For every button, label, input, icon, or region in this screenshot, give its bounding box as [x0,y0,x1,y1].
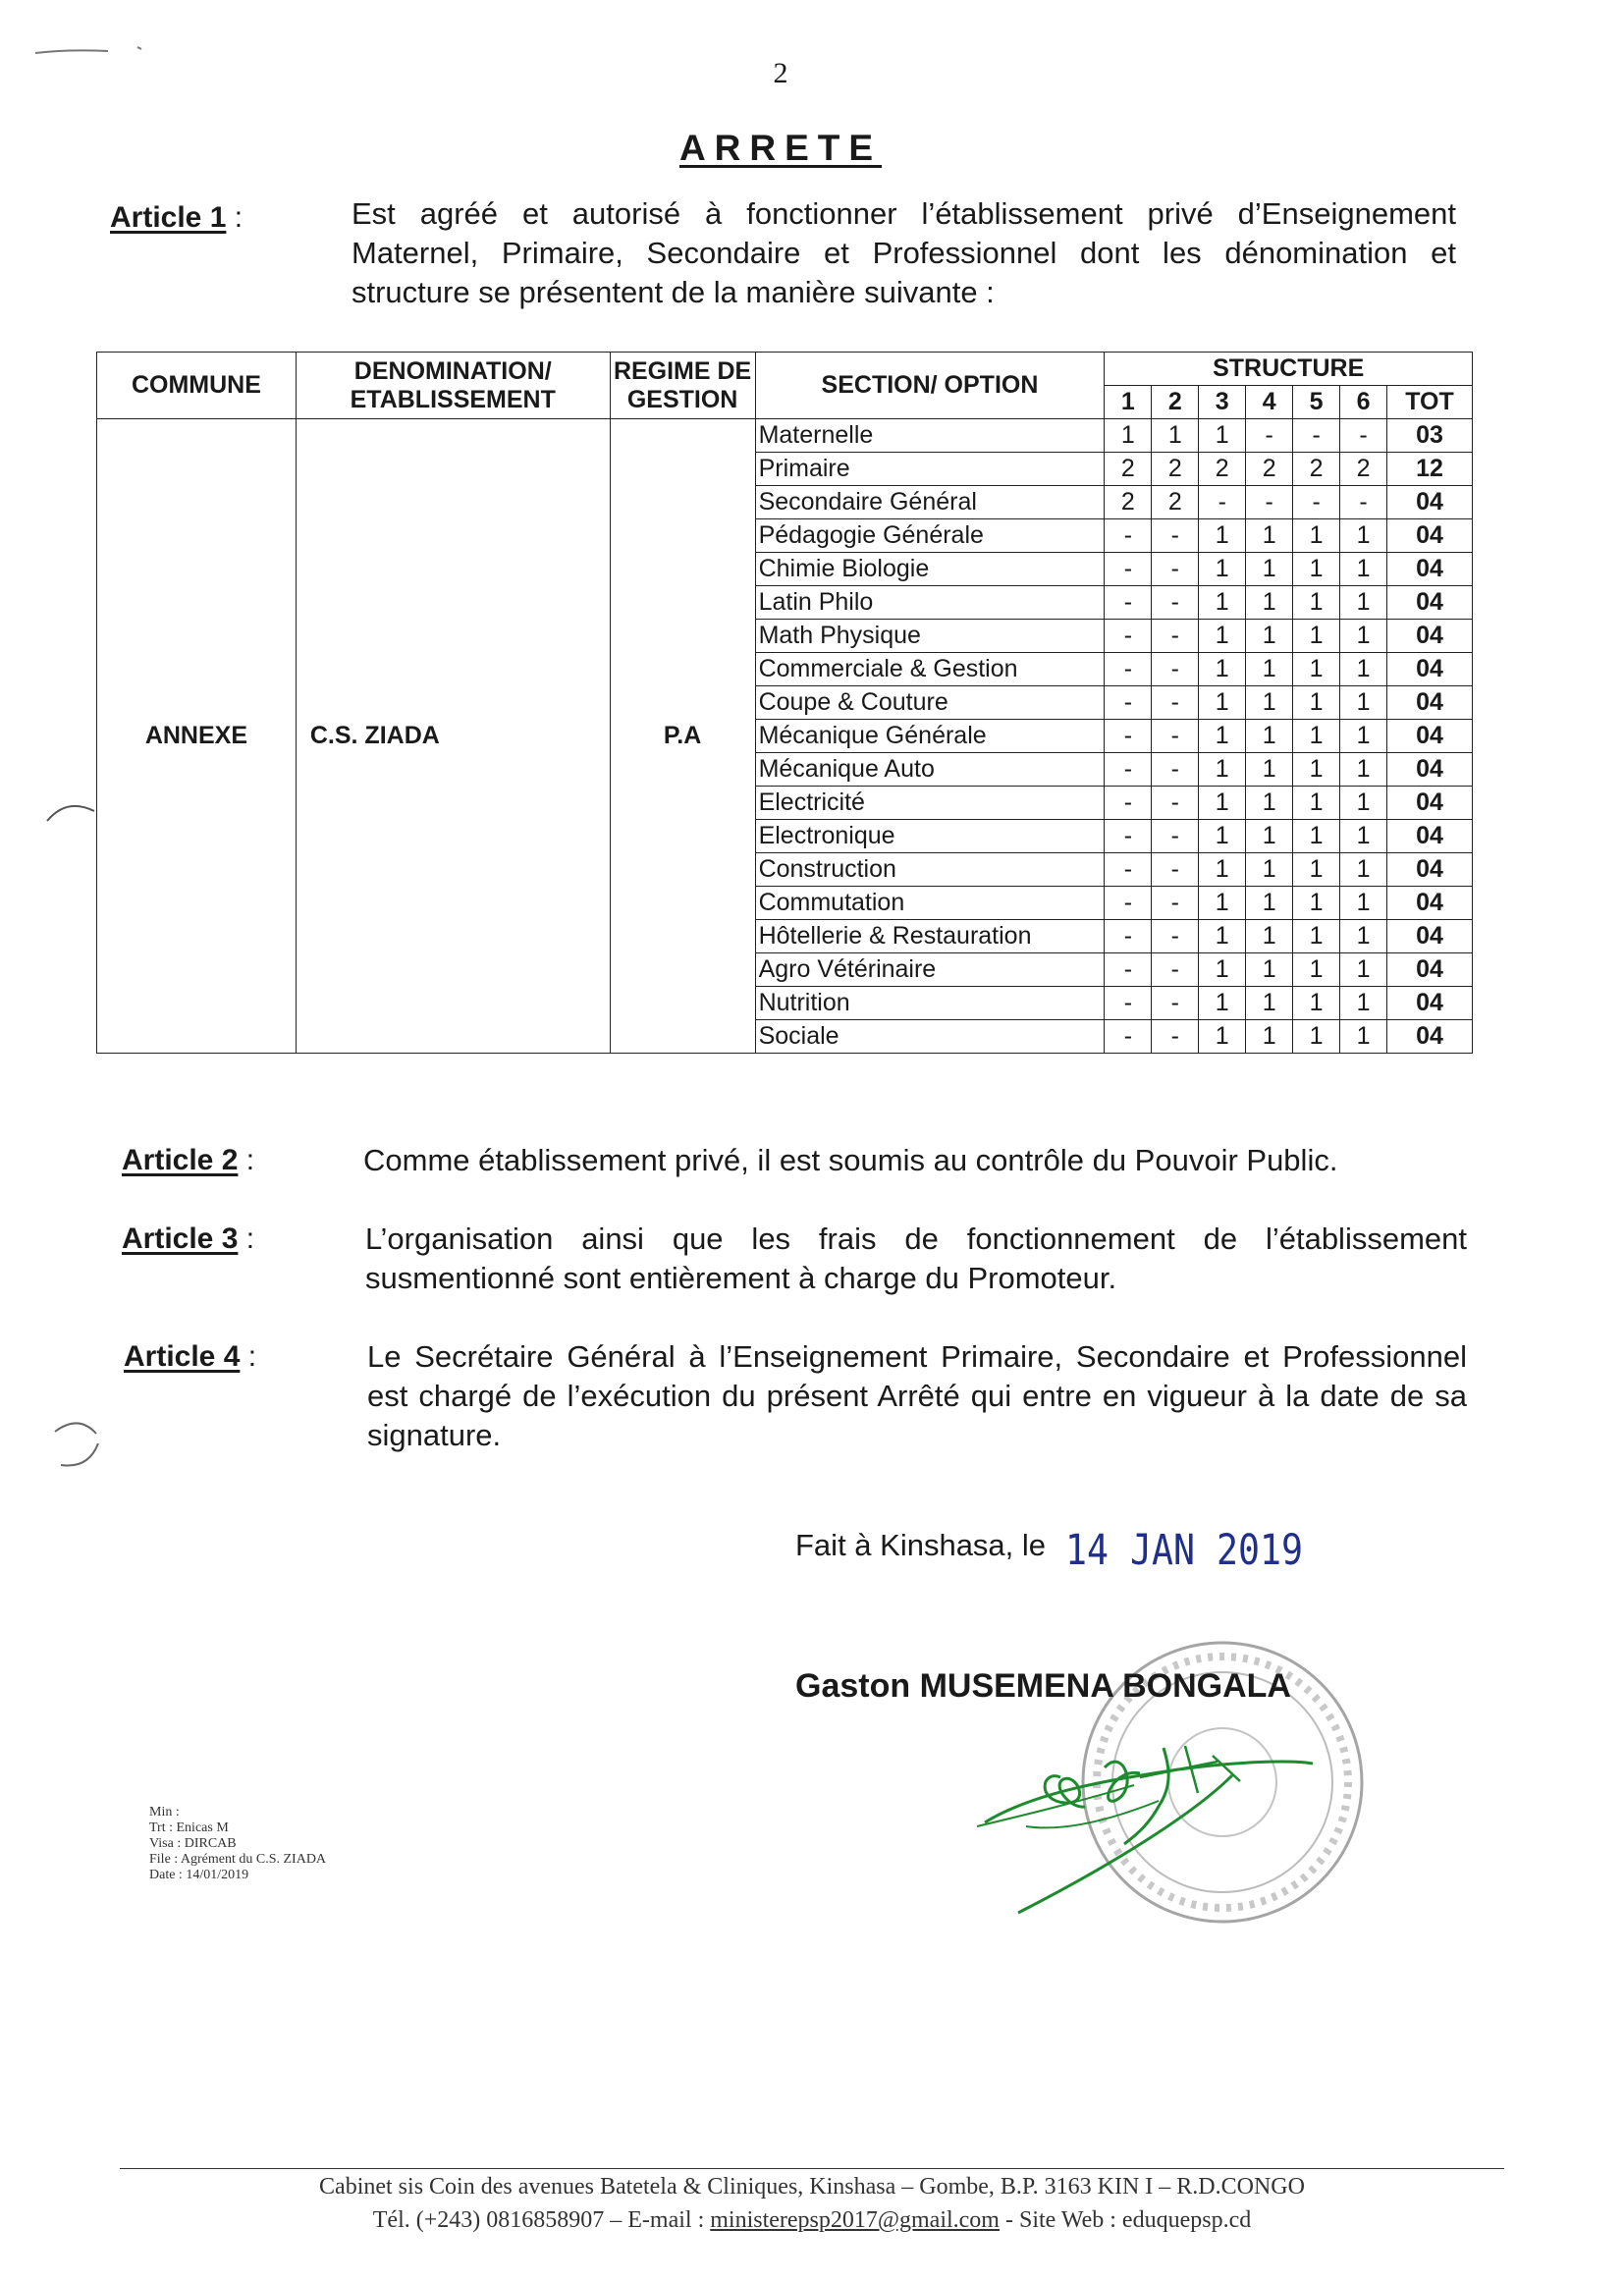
structure-value-cell: 2 [1152,453,1199,486]
commune-cell: ANNEXE [97,419,297,1054]
structure-value-cell: 1 [1340,953,1387,987]
structure-value-cell: 2 [1293,453,1340,486]
total-cell: 04 [1387,720,1473,753]
structure-value-cell: - [1246,486,1293,519]
section-option-cell: Agro Vétérinaire [755,953,1105,987]
email-link[interactable]: ministerepsp2017@gmail.com [710,2207,1000,2233]
footer-address: Cabinet sis Coin des avenues Batetela & Cliniques, Kinshasa – Gombe, B.P. 3163 KIN I – R.D.CONGO [319,2174,1305,2200]
structure-value-cell: - [1105,787,1152,820]
structure-value-cell: - [1105,653,1152,686]
total-cell: 04 [1387,553,1473,586]
section-option-cell: Nutrition [755,987,1105,1020]
total-cell: 04 [1387,686,1473,720]
reference-line: Visa : DIRCAB [149,1836,237,1851]
structure-value-cell: 1 [1293,653,1340,686]
structure-value-cell: 1 [1293,820,1340,853]
structure-value-cell: - [1152,553,1199,586]
section-option-cell: Electronique [755,820,1105,853]
structure-value-cell: - [1152,820,1199,853]
structure-value-cell: 1 [1293,987,1340,1020]
structure-value-cell: 1 [1293,586,1340,620]
structure-value-cell: - [1152,887,1199,920]
structure-value-cell: 1 [1246,586,1293,620]
total-cell: 04 [1387,987,1473,1020]
structure-value-cell: 1 [1152,419,1199,453]
total-cell: 03 [1387,419,1473,453]
section-option-cell: Mécanique Générale [755,720,1105,753]
reference-line: File : Agrément du C.S. ZIADA [149,1852,327,1867]
structure-value-cell: 1 [1105,419,1152,453]
structure-value-cell: 1 [1293,620,1340,653]
structure-value-cell: 1 [1340,553,1387,586]
structure-value-cell: 1 [1246,853,1293,887]
header-col-3: 3 [1199,386,1246,419]
structure-value-cell: 1 [1199,720,1246,753]
structure-value-cell: 1 [1246,753,1293,787]
footer-contact [0,2207,1624,2234]
header-structure: STRUCTURE [1105,353,1473,386]
structure-value-cell: 1 [1293,686,1340,720]
section-option-cell: Chimie Biologie [755,553,1105,586]
structure-value-cell: - [1105,720,1152,753]
structure-value-cell: 1 [1293,887,1340,920]
structure-value-cell: 1 [1340,686,1387,720]
structure-value-cell: 2 [1199,453,1246,486]
scan-mark [43,797,102,827]
structure-value-cell: 1 [1340,853,1387,887]
article-1-label: Article 1 : [110,201,244,234]
structure-table [96,352,1473,1054]
structure-value-cell: - [1152,1020,1199,1054]
structure-value-cell: 1 [1246,553,1293,586]
structure-value-cell: - [1105,519,1152,553]
document-title: ARRETE [678,128,883,168]
structure-value-cell: - [1293,419,1340,453]
structure-value-cell: 1 [1293,720,1340,753]
structure-value-cell: 1 [1246,519,1293,553]
structure-value-cell: 1 [1293,553,1340,586]
structure-value-cell: - [1152,720,1199,753]
total-cell: 04 [1387,787,1473,820]
structure-value-cell: 1 [1199,519,1246,553]
structure-value-cell: 1 [1199,553,1246,586]
scan-mark [49,1414,108,1473]
reference-line: Trt : Enicas M [149,1820,229,1835]
regime-cell: P.A [610,419,755,1054]
structure-value-cell: 1 [1246,686,1293,720]
structure-value-cell: - [1105,753,1152,787]
header-denomination: DENOMINATION/ ETABLISSEMENT [296,353,610,419]
structure-value-cell: 1 [1340,620,1387,653]
total-cell: 04 [1387,653,1473,686]
structure-value-cell: 1 [1199,887,1246,920]
article-4-label: Article 4 : [124,1340,257,1373]
structure-value-cell: - [1152,753,1199,787]
article-4-text: Le Secrétaire Général à l’Enseignement Primaire, Secondaire et Professionnel est chargé de l’exécution du présent Arrêté qui entre en vigueur à la date de sa signature. [367,1339,1467,1452]
total-cell: 04 [1387,586,1473,620]
structure-value-cell: - [1152,653,1199,686]
structure-value-cell: 1 [1199,586,1246,620]
structure-value-cell: - [1152,519,1199,553]
total-cell: 04 [1387,920,1473,953]
structure-value-cell: - [1105,920,1152,953]
structure-value-cell: - [1105,553,1152,586]
footer-divider [120,2168,1504,2169]
total-cell: 04 [1387,519,1473,553]
total-cell: 04 [1387,887,1473,920]
section-option-cell: Electricité [755,787,1105,820]
structure-value-cell: - [1152,686,1199,720]
structure-value-cell: 1 [1199,686,1246,720]
total-cell: 04 [1387,820,1473,853]
structure-value-cell: 1 [1246,787,1293,820]
structure-value-cell: 1 [1246,720,1293,753]
total-cell: 04 [1387,753,1473,787]
header-col-1: 1 [1105,386,1152,419]
article-2-label: Article 2 : [122,1144,255,1176]
structure-value-cell: 2 [1105,453,1152,486]
scan-mark [29,39,147,59]
header-col-5: 5 [1293,386,1340,419]
structure-value-cell: 1 [1246,820,1293,853]
structure-value-cell: - [1340,419,1387,453]
section-option-cell: Mécanique Auto [755,753,1105,787]
structure-value-cell: - [1152,987,1199,1020]
structure-value-cell: - [1105,586,1152,620]
structure-value-cell: 1 [1340,653,1387,686]
total-cell: 04 [1387,853,1473,887]
structure-value-cell: 1 [1199,620,1246,653]
structure-value-cell: 1 [1199,787,1246,820]
structure-value-cell: 1 [1199,953,1246,987]
structure-value-cell: 1 [1246,887,1293,920]
handwritten-signature [967,1716,1321,1932]
structure-value-cell: 1 [1199,753,1246,787]
structure-value-cell: 1 [1199,653,1246,686]
structure-value-cell: 1 [1246,920,1293,953]
structure-value-cell: 1 [1293,787,1340,820]
header-col-tot: TOT [1387,386,1473,419]
structure-value-cell: - [1105,987,1152,1020]
structure-value-cell: - [1152,953,1199,987]
table-body [97,419,1473,1054]
total-cell: 04 [1387,486,1473,519]
structure-value-cell: - [1105,887,1152,920]
section-option-cell: Construction [755,853,1105,887]
structure-value-cell: 1 [1340,920,1387,953]
total-cell: 12 [1387,453,1473,486]
structure-value-cell: 1 [1199,820,1246,853]
structure-value-cell: 1 [1340,787,1387,820]
structure-value-cell: 1 [1293,953,1340,987]
structure-value-cell: - [1105,620,1152,653]
structure-value-cell: - [1293,486,1340,519]
structure-value-cell: 1 [1199,853,1246,887]
structure-value-cell: 1 [1246,1020,1293,1054]
structure-value-cell: 1 [1293,753,1340,787]
etablissement-cell: C.S. ZIADA [296,419,610,1054]
structure-value-cell: 1 [1340,519,1387,553]
structure-value-cell: 1 [1293,519,1340,553]
structure-value-cell: 2 [1105,486,1152,519]
article-3-label: Article 3 : [122,1222,255,1255]
structure-value-cell: 2 [1152,486,1199,519]
structure-value-cell: 1 [1246,987,1293,1020]
header-col-4: 4 [1246,386,1293,419]
reference-line: Min : [149,1805,180,1820]
structure-value-cell: 1 [1340,1020,1387,1054]
section-option-cell: Primaire [755,453,1105,486]
header-col-6: 6 [1340,386,1387,419]
structure-value-cell: - [1105,953,1152,987]
footer-website: - Site Web : eduquepsp.cd [999,2207,1252,2233]
reference-line: Date : 14/01/2019 [149,1868,249,1882]
structure-value-cell: - [1152,920,1199,953]
structure-value-cell: 1 [1340,753,1387,787]
reference-block [149,1805,326,1883]
structure-value-cell: - [1152,787,1199,820]
place-and-date-label: Fait à Kinshasa, le [795,1528,1047,1562]
article-2-text: Comme établissement privé, il est soumis au contrôle du Pouvoir Public. [363,1143,1338,1177]
section-option-cell: Coupe & Couture [755,686,1105,720]
structure-value-cell: - [1105,820,1152,853]
structure-value-cell: 2 [1246,453,1293,486]
structure-value-cell: - [1246,419,1293,453]
section-option-cell: Sociale [755,1020,1105,1054]
footer-phone: Tél. (+243) 0816858907 – E-mail : [372,2207,711,2233]
structure-value-cell: - [1105,853,1152,887]
signatory-name: Gaston MUSEMENA BONGALA [795,1667,1291,1705]
structure-value-cell: 1 [1340,987,1387,1020]
article-3-text: L’organisation ainsi que les frais de fonctionnement de l’établissement susmentionné sont entièrement à charge du Promoteur. [365,1222,1467,1295]
header-col-2: 2 [1152,386,1199,419]
structure-value-cell: 1 [1293,920,1340,953]
structure-value-cell: - [1105,686,1152,720]
structure-value-cell: - [1152,853,1199,887]
structure-value-cell: 1 [1199,920,1246,953]
date-stamp: 14 JAN 2019 [1065,1526,1304,1575]
structure-value-cell: 1 [1293,1020,1340,1054]
structure-value-cell: 1 [1340,887,1387,920]
section-option-cell: Maternelle [755,419,1105,453]
section-option-cell: Math Physique [755,620,1105,653]
structure-value-cell: 1 [1199,987,1246,1020]
structure-value-cell: - [1152,620,1199,653]
section-option-cell: Hôtellerie & Restauration [755,920,1105,953]
section-option-cell: Secondaire Général [755,486,1105,519]
page-number: 2 [773,57,788,89]
structure-value-cell: - [1105,1020,1152,1054]
structure-value-cell: 1 [1340,720,1387,753]
total-cell: 04 [1387,620,1473,653]
structure-value-cell: 1 [1199,1020,1246,1054]
table-row [97,419,1473,453]
structure-value-cell: - [1152,586,1199,620]
total-cell: 04 [1387,953,1473,987]
structure-value-cell: - [1199,486,1246,519]
structure-value-cell: 1 [1246,620,1293,653]
section-option-cell: Latin Philo [755,586,1105,620]
section-option-cell: Pédagogie Générale [755,519,1105,553]
structure-value-cell: - [1340,486,1387,519]
structure-value-cell: 1 [1293,853,1340,887]
structure-value-cell: 1 [1246,953,1293,987]
section-option-cell: Commerciale & Gestion [755,653,1105,686]
structure-value-cell: 2 [1340,453,1387,486]
section-option-cell: Commutation [755,887,1105,920]
header-section: SECTION/ OPTION [755,353,1105,419]
header-commune: COMMUNE [97,353,297,419]
structure-value-cell: 1 [1340,586,1387,620]
structure-value-cell: 1 [1199,419,1246,453]
structure-value-cell: 1 [1340,820,1387,853]
header-regime: REGIME DE GESTION [610,353,755,419]
article-1-text: Est agréé et autorisé à fonctionner l’établissement privé d’Enseignement Maternel, Primaire, Secondaire et Professionnel dont les dénomination et structure se présentent de la manière suivante : [352,196,1456,309]
structure-value-cell: 1 [1246,653,1293,686]
total-cell: 04 [1387,1020,1473,1054]
